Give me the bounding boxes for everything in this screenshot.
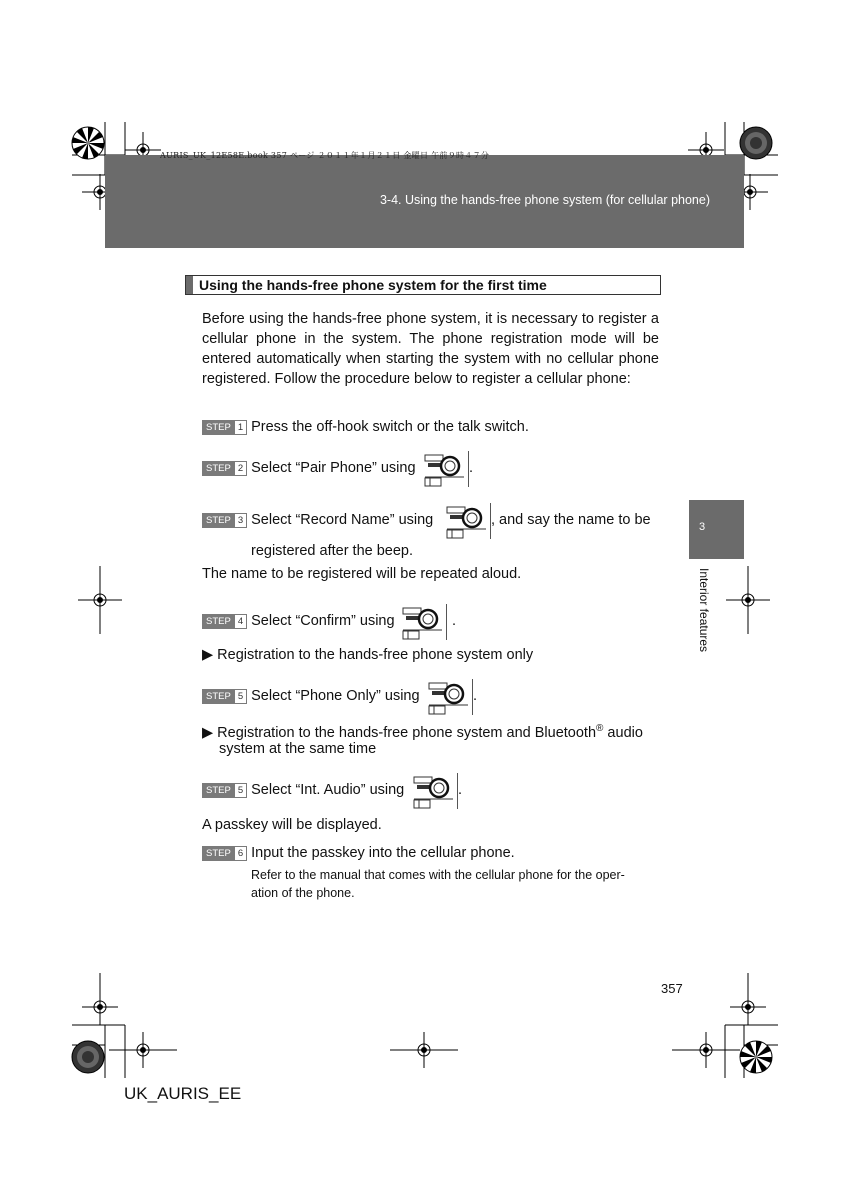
step-text: Select “Record Name” using [251, 512, 434, 528]
step-badge: STEP 2 [202, 461, 247, 476]
step-text: Select “Confirm” using [251, 613, 395, 629]
step-4-suffix: . [452, 613, 457, 629]
manual-note-line1: Refer to the manual that comes with the cellular phone for the oper- [251, 868, 625, 882]
step-2-suffix: . [469, 460, 474, 476]
footer-code: UK_AURIS_EE [124, 1084, 242, 1103]
page-number: 357 [661, 981, 683, 996]
option-with-bluetooth: ▶ Registration to the hands-free phone system and Bluetooth® audio [202, 723, 643, 741]
controller-knob-icon [413, 773, 458, 809]
controller-knob-icon [424, 451, 469, 487]
passkey-note: A passkey will be displayed. [202, 817, 382, 833]
step-5-int-audio [202, 780, 404, 800]
step-3-suffix: , and say the name to be [491, 512, 651, 528]
controller-knob-icon [402, 604, 447, 640]
step-badge: STEP 5 [202, 689, 247, 704]
step-badge: STEP 1 [202, 420, 247, 435]
chapter-tab[interactable] [689, 500, 744, 559]
option-hands-free-only: ▶ Registration to the hands-free phone system only [202, 647, 534, 663]
option-with-bluetooth-line2: system at the same time [219, 741, 377, 757]
section-heading-bar [186, 276, 193, 294]
step-5-suffix: . [473, 688, 478, 704]
section-title: Using the hands-free phone system for the first time [199, 277, 547, 293]
header-title: 3-4. Using the hands-free phone system (for cellular phone) [379, 193, 710, 207]
step-3-continuation: registered after the beep. [251, 543, 414, 559]
step-5b-suffix: . [458, 782, 463, 798]
print-meta-line: AURIS_UK_12E58E.book 357 ページ ２０１１年１月２１日 金曜日 午前９時４７分 [160, 151, 490, 160]
intro-paragraph: Before using the hands-free phone system, it is necessary to register a cellular phone in the system. The phone registration mode will be entered automatically when starting the system with no cellular phone registered. Follow the procedure below to register a cellular phone: [202, 311, 659, 387]
header-band [105, 155, 744, 248]
chapter-label: Interior features [697, 568, 711, 653]
step-6 [202, 843, 515, 863]
step-text: Input the passkey into the cellular phone. [251, 845, 515, 861]
step-badge: STEP 3 [202, 513, 247, 528]
step-4 [202, 611, 395, 631]
step-text: Select “Pair Phone” using [251, 460, 416, 476]
step-2 [202, 458, 416, 478]
controller-knob-icon [446, 503, 491, 539]
step-5-phone-only [202, 686, 420, 706]
step-badge: STEP 6 [202, 846, 247, 861]
manual-note-line2: ation of the phone. [251, 886, 355, 900]
controller-knob-icon [428, 679, 473, 715]
step-text: Select “Int. Audio” using [251, 782, 405, 798]
section-heading [185, 275, 661, 295]
step-3 [202, 510, 433, 530]
repeat-note: The name to be registered will be repeated aloud. [202, 566, 522, 582]
step-badge: STEP 5 [202, 783, 247, 798]
step-1 [202, 417, 529, 437]
step-text: Press the off-hook switch or the talk switch. [251, 419, 529, 435]
chapter-number: 3 [699, 521, 706, 533]
step-text: Select “Phone Only” using [251, 688, 420, 704]
step-badge: STEP 4 [202, 614, 247, 629]
